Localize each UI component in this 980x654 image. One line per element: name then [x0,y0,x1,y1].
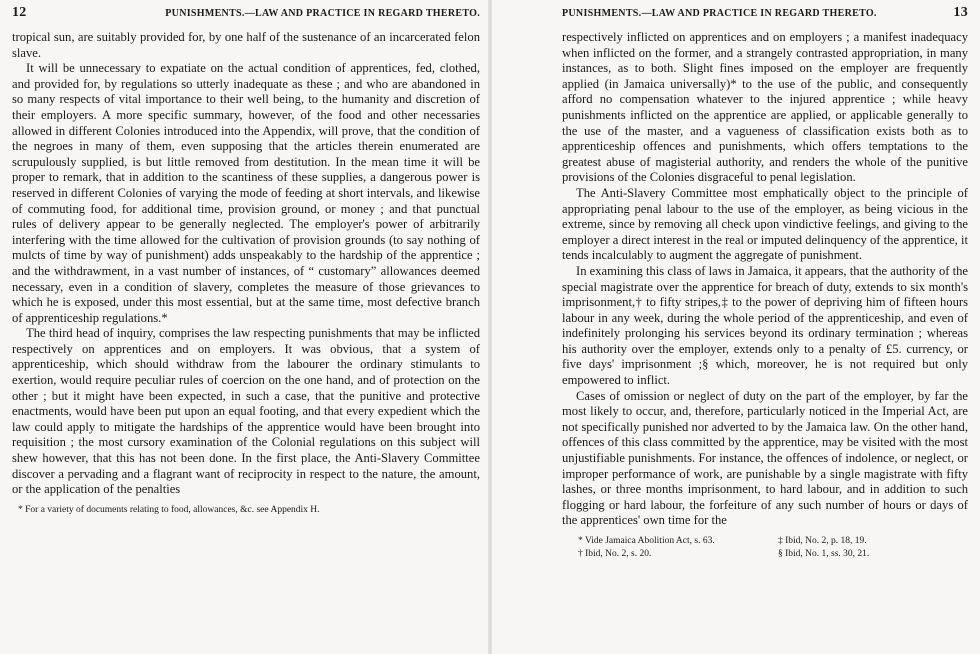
right-page [490,0,980,654]
right-footnote-1: * Vide Jamaica Abolition Act, s. 63. [578,536,715,546]
left-page-number: 12 [12,5,27,20]
right-running-head: PUNISHMENTS.—LAW AND PRACTICE IN REGARD THERETO. [562,8,877,19]
right-header [562,3,968,23]
right-page-number: 13 [953,5,968,20]
right-paragraph-1: respectively inflicted on apprentices and on employers ; a manifest inadequacy when inflicted on the former, and a strangely contrasted appropriation, in many instances, as to both. Slight fines imposed on the employer are frequently applied (in Jamaica universally)* to the use of the public, and consequently afford no compensation whatever to the injured apprentice ; while heavy punishments inflicted on the apprentice are applied, or applicable generally to the use of the master, and a vagueness of classification exists both as to apprenticeship offences and punishments, which offers temptations to the greatest abuse of magisterial authority, and renders the whole of the punitive provisions of the Colonies disgraceful to penal legislation. [562,30,968,185]
left-paragraph-3: The third head of inquiry, comprises the law respecting punishments that may be inflicted respectively on apprentices and on employers. It was obvious, that a system of apprenticeship, which should withdraw from the labourer the ordinary stimulants to exertion, would require peculiar rules of coercion on the one hand, and of protection on the other ; but it might have been expected, in such a case, that the punitive and protective enactments, would have been put upon an equal footing, and that every expedient which the law could apply to mitigate the hardships of the apprentice would have been brought into requisition ; the most cursory examination of the Colonial regulations on this subject will shew however, that this has not been done. In the first place, the Anti-Slavery Committee discover a pervading and a flagrant want of reciprocity in respect to the nature, the amount, or the application of the penalties [12,326,480,497]
left-footnote: * For a variety of documents relating to food, allowances, &c. see Appendix H. [18,504,320,515]
right-paragraph-4: Cases of omission or neglect of duty on the part of the employer, by far the most likely to occur, and, therefore, particularly noticed in the Imperial Act, are not specifically punished nor adverted to by the Jamaica law. On the other hand, offences of this class committed by the apprentice, may be visited with the most unjustifiable punishments. For instance, the offences of indolence, or neglect, or improper performance of work, are punishable by a single magistrate with fifty lashes, or three months imprisonment, to hard labour, and in addition to such flogging or hard labour, the forfeiture of any such number of hours or days of the apprentices' own time for the [562,388,968,528]
right-footnotes [562,535,968,561]
left-paragraph-2: It will be unnecessary to expatiate on the actual condition of apprentices, fed, clothed, and provided for, by regulations so utterly inadequate as these ; and who are abandoned in so many respects of vital importance to their well being, to the humanity and discretion of their employers. A more specific summary, however, of the food and other necessaries allowed in different Colonies introduced into the Appendix, will prove, that the condition of the negroes in many of them, even supposing that the articles therein enumerated are scrupulously supplied, is but little removed from destitution. In the mean time it will be proper to remark, that in addition to the scantiness of these supplies, a dangerous power is reserved in different Colonies of varying the mode of feeding at short intervals, and likewise of commuting food, for additional time, provision ground, or money ; and that punctual rules of delivery appear to be generally neglected. The employer's power of arbitrarily interfering with the time allowed for the cultivation of provision grounds (to say nothing of mulcts of time by way of punishment) adds unspeakably to the hardship of the apprentice ; and the withdrawment, in a vast number of instances, of “ customary” allowances deemed necessary, even in a condition of slavery, completes the measure of those grievances to which he is exposed, under this most essential, but at the same time, most defective branch of apprenticeship regulations.* [12,61,480,325]
right-footnote-3: † Ibid, No. 2, s. 20. [578,549,652,559]
right-body [562,30,968,529]
left-footnotes [12,504,480,517]
right-footnote-2: ‡ Ibid, No. 2, p. 18, 19. [778,536,867,546]
right-footnote-4: § Ibid, No. 1, ss. 30, 21. [778,549,870,559]
left-header [12,3,480,23]
right-paragraph-2: The Anti-Slavery Committee most emphatically object to the principle of appropriating penal labour to the use of the employer, as being vicious in the extreme, since by removing all check upon vindictive feelings, and giving to the employer a direct interest in the real or imputed delinquency of the apprentice, it tends incalculably to augment the aggregate of punishment. [562,185,968,263]
left-paragraph-1: tropical sun, are suitably provided for, by one half of the sustenance of an incarcerated felon slave. [12,30,480,60]
left-running-head: PUNISHMENTS.—LAW AND PRACTICE IN REGARD THERETO. [165,8,480,19]
left-body [12,30,480,498]
right-paragraph-3: In examining this class of laws in Jamaica, it appears, that the authority of the special magistrate over the apprentice for breach of duty, extends to six month's imprisonment,† to fifty stripes,‡ to the power of depriving him of fifteen hours labour in any week, during the whole period of the apprenticeship, and even of indefinitely prolonging his services beyond its ordinary termination ; whereas his authority over the employer, extends only to a penalty of £5. currency, or five days' imprisonment ;§ which, moreover, he is not required but only empowered to inflict. [562,263,968,388]
